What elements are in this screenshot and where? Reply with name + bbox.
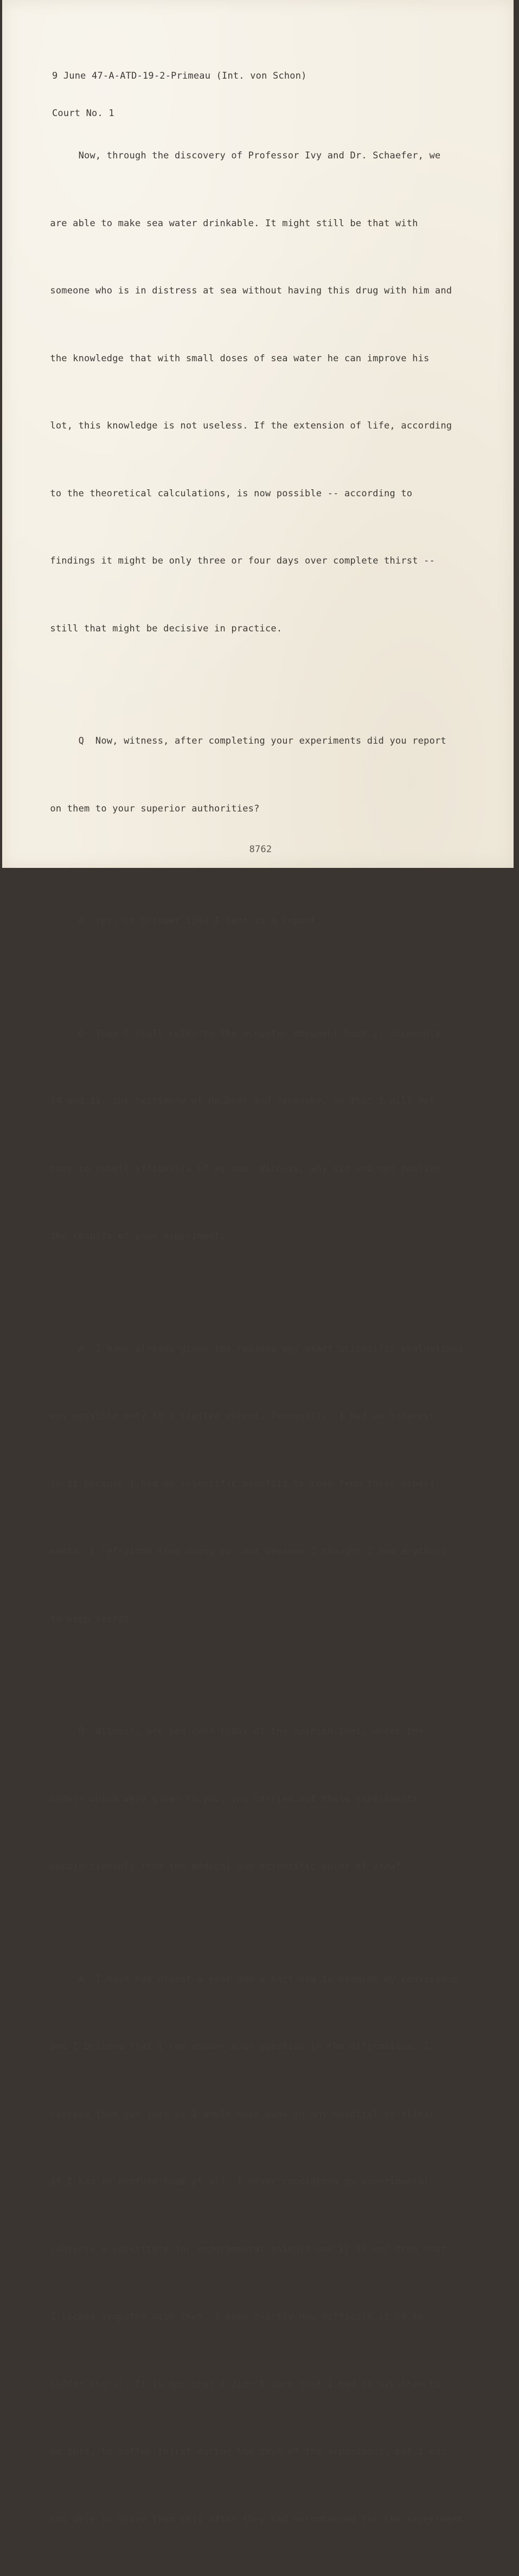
text-line: the results of your experiments. — [44, 1225, 457, 1248]
paragraph-answer — [44, 1293, 457, 1676]
text-line: the knowledge that with small doses of sea water he can improve his — [44, 348, 457, 370]
text-line: and I believe that I can answer your question in the affirmative. I — [44, 2036, 457, 2059]
text-line: subjects a substitute for experimental animals and it is not true that — [44, 2239, 457, 2261]
text-line: I lacked sympathy with them. I knew exactly how difficult it is to — [44, 2306, 457, 2329]
text-line: Q Now, witness, after completing your experiments did you report — [44, 730, 457, 753]
text-line: do this, to suffer thirst during the days of the experiment, but I was — [44, 2441, 457, 2464]
paragraph-narrative — [44, 100, 457, 685]
text-line: 14 and 19, the testimony of Heubner and Jehowsky, so that I will not — [44, 1090, 457, 1113]
text-line: are able to make sea water drinkable. It might still be that with — [44, 213, 457, 235]
text-line: someone who is in distress at sea without having this drug with him and — [44, 280, 457, 303]
text-line: on them to your superior authorities? — [44, 798, 457, 821]
text-line: A Yes, in October 1944 I sent in a report. — [44, 910, 457, 933]
paragraph-answer — [44, 1923, 457, 2576]
text-line: carried them out just as I would have done in any hospital or clinic, — [44, 2104, 457, 2126]
text-line: Q Witness, are you even today of the opinion that, under the — [44, 1721, 457, 1743]
text-line: not able to spare them this after they had volunteered for the experiment. — [44, 2509, 457, 2532]
paragraph-question — [44, 685, 457, 865]
text-line: lot, this knowledge is not useless. If the extension of life, according — [44, 415, 457, 438]
text-line: unobjectionably from the medical and scientific point of view? — [44, 1856, 457, 1878]
text-line: suffer thirst. It is not that I didn't care that I had to ask them to — [44, 2374, 457, 2396]
paragraph-question — [44, 1676, 457, 1923]
text-line: to keep secret. — [44, 1608, 457, 1631]
text-line: Q Then I shall refer to the Schaefer document book 2, documents — [44, 1023, 457, 1046]
text-line: findings it might be only three or four days over complete thirst -- — [44, 550, 457, 573]
testimony-body — [44, 100, 457, 2576]
document-page — [2, 0, 514, 868]
paragraph-question — [44, 978, 457, 1293]
text-line: in it because I had no scientific benefits to reap from these experi- — [44, 1473, 457, 1496]
text-line: ments. I refrained from doing so, not because I thought I had anything — [44, 1541, 457, 1563]
text-line: A I have already given the reasons why exact scientific evaluations — [44, 1338, 457, 1361]
text-line: still that might be decisive in practice. — [44, 618, 457, 641]
text-line: if I had to perform them at all. I never considered my experimental — [44, 2171, 457, 2194]
text-line: A I have had almost a year and a half now to examine my conscience — [44, 1968, 457, 1991]
header-line-1: 9 June 47-A-ATD-19-2-Primeau (Int. von Schon) — [52, 70, 307, 82]
text-line: orders which were given to you, you carried out these experiments — [44, 1788, 457, 1811]
header-line-2: Court No. 1 — [52, 107, 307, 120]
text-line: have to submit affidavits of my own. Witness, why did you not publish — [44, 1158, 457, 1181]
text-line: to the theoretical calculations, is now possible -- according to — [44, 483, 457, 506]
page-number: 8762 — [2, 844, 519, 855]
paragraph-answer — [44, 865, 457, 978]
text-line: Now, through the discovery of Professor Ivy and Dr. Schaefer, we — [44, 145, 457, 168]
text-line: was possible only to a limited extent. Personally, I had no interest — [44, 1405, 457, 1428]
